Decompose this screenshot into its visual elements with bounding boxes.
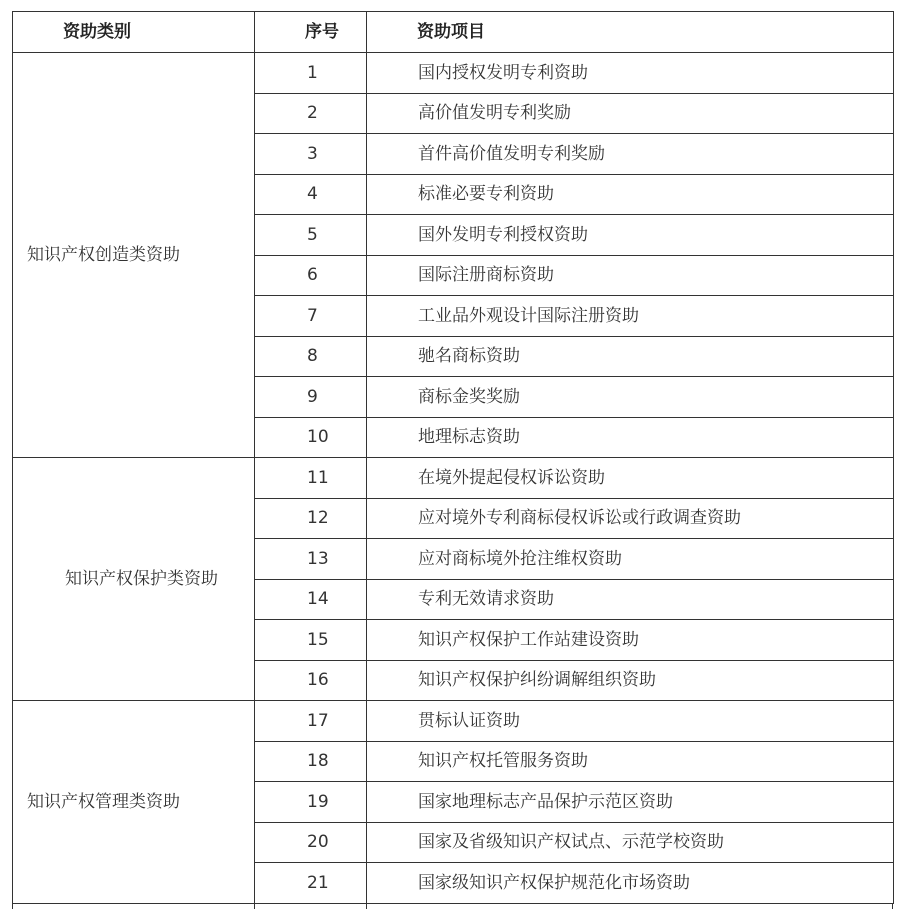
seq-cell: 11 — [255, 458, 367, 499]
category-cell-management: 知识产权管理类资助 — [13, 701, 255, 904]
seq-cell: 10 — [255, 417, 367, 458]
item-cell: 知识产权保护工作站建设资助 — [367, 620, 894, 661]
seq-cell: 7 — [255, 296, 367, 337]
seq-cell: 4 — [255, 174, 367, 215]
item-cell: 国内授权发明专利资助 — [367, 53, 894, 94]
header-category: 资助类别 — [13, 12, 255, 53]
next-row-edge — [12, 903, 893, 908]
item-cell: 首件高价值发明专利奖励 — [367, 134, 894, 175]
seq-cell: 17 — [255, 701, 367, 742]
table-row — [13, 458, 894, 499]
funding-table — [12, 11, 894, 904]
item-cell: 地理标志资助 — [367, 417, 894, 458]
item-cell: 高价值发明专利奖励 — [367, 93, 894, 134]
seq-cell: 21 — [255, 863, 367, 904]
item-cell: 专利无效请求资助 — [367, 579, 894, 620]
table-row — [13, 701, 894, 742]
item-cell: 应对商标境外抢注维权资助 — [367, 539, 894, 580]
header-seq: 序号 — [255, 12, 367, 53]
seq-cell: 13 — [255, 539, 367, 580]
seq-cell: 12 — [255, 498, 367, 539]
seq-cell: 16 — [255, 660, 367, 701]
category-cell-protection: 知识产权保护类资助 — [13, 458, 255, 701]
item-cell: 知识产权保护纠纷调解组织资助 — [367, 660, 894, 701]
seq-cell: 14 — [255, 579, 367, 620]
item-cell: 驰名商标资助 — [367, 336, 894, 377]
seq-cell: 8 — [255, 336, 367, 377]
item-cell: 国外发明专利授权资助 — [367, 215, 894, 256]
item-cell: 工业品外观设计国际注册资助 — [367, 296, 894, 337]
category-cell-creation: 知识产权创造类资助 — [13, 53, 255, 458]
seq-cell: 9 — [255, 377, 367, 418]
header-item: 资助项目 — [367, 12, 894, 53]
item-cell: 国家地理标志产品保护示范区资助 — [367, 782, 894, 823]
item-cell: 知识产权托管服务资助 — [367, 741, 894, 782]
seq-cell: 5 — [255, 215, 367, 256]
item-cell: 在境外提起侵权诉讼资助 — [367, 458, 894, 499]
item-cell: 标准必要专利资助 — [367, 174, 894, 215]
seq-cell: 1 — [255, 53, 367, 94]
item-cell: 商标金奖奖励 — [367, 377, 894, 418]
seq-cell: 6 — [255, 255, 367, 296]
seq-cell: 15 — [255, 620, 367, 661]
item-cell: 国际注册商标资助 — [367, 255, 894, 296]
item-cell: 应对境外专利商标侵权诉讼或行政调查资助 — [367, 498, 894, 539]
seq-cell: 2 — [255, 93, 367, 134]
table-row — [13, 53, 894, 94]
item-cell: 国家级知识产权保护规范化市场资助 — [367, 863, 894, 904]
item-cell: 贯标认证资助 — [367, 701, 894, 742]
header-row — [13, 12, 894, 53]
item-cell: 国家及省级知识产权试点、示范学校资助 — [367, 822, 894, 863]
seq-cell: 18 — [255, 741, 367, 782]
seq-cell: 3 — [255, 134, 367, 175]
seq-cell: 20 — [255, 822, 367, 863]
seq-cell: 19 — [255, 782, 367, 823]
